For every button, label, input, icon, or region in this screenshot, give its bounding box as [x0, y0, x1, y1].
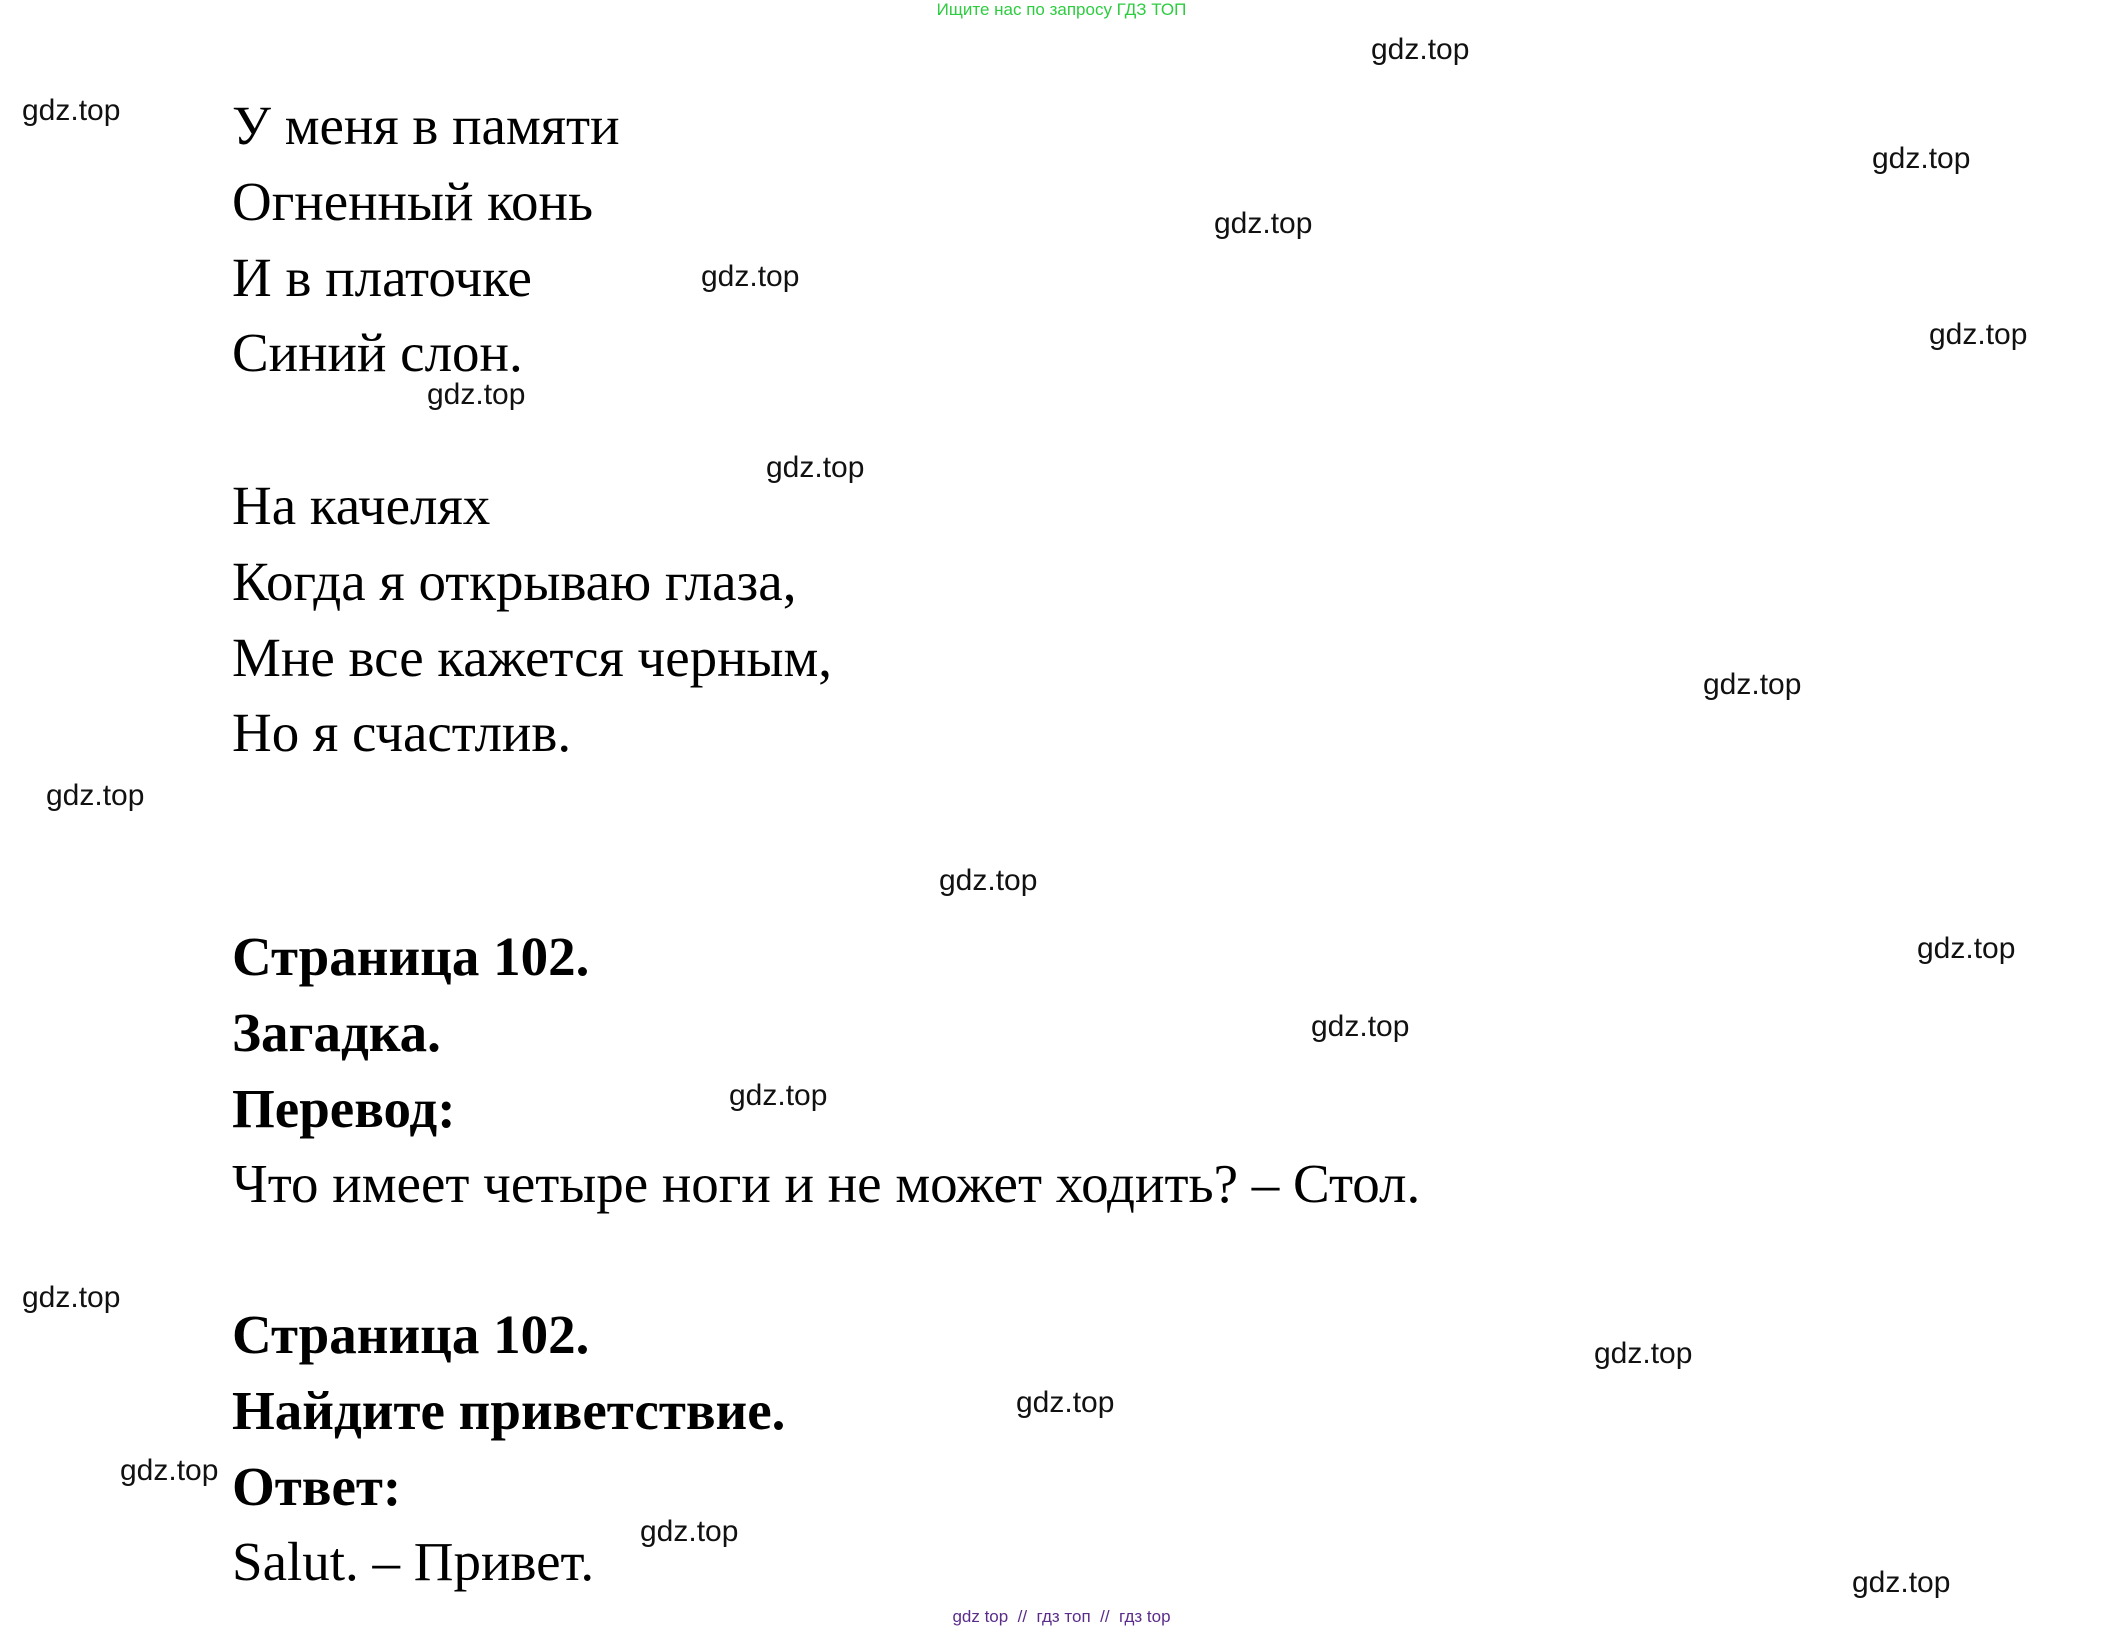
watermark: gdz.top	[1703, 668, 1802, 701]
top-banner: Ищите нас по запросу ГДЗ ТОП	[936, 0, 1187, 19]
poem2-line-2: Когда я открываю глаза,	[232, 551, 797, 612]
section1-label: Перевод:	[232, 1078, 456, 1139]
watermark: gdz.top	[1929, 318, 2028, 351]
watermark: gdz.top	[1214, 207, 1313, 240]
watermark: gdz.top	[939, 864, 1038, 897]
watermark: gdz.top	[46, 779, 145, 812]
poem1-line-1: У меня в памяти	[232, 95, 620, 156]
watermark: gdz.top	[1872, 142, 1971, 175]
poem1-line-3: И в платочке	[232, 247, 532, 308]
section2-text: Salut. – Привет.	[232, 1531, 595, 1592]
footer-watermark: gdz top // гдз топ // гдз top	[952, 1607, 1171, 1626]
watermark: gdz.top	[120, 1454, 219, 1487]
section1-title: Загадка.	[232, 1002, 441, 1063]
watermark: gdz.top	[766, 451, 865, 484]
watermark: gdz.top	[427, 378, 526, 411]
watermark: gdz.top	[701, 260, 800, 293]
watermark: gdz.top	[1016, 1386, 1115, 1419]
watermark: gdz.top	[22, 1281, 121, 1314]
watermark: gdz.top	[1594, 1337, 1693, 1370]
watermark: gdz.top	[1311, 1010, 1410, 1043]
watermark: gdz.top	[729, 1079, 828, 1112]
section1-page-heading: Страница 102.	[232, 926, 590, 987]
poem1-line-2: Огненный конь	[232, 171, 594, 232]
section2-title: Найдите приветствие.	[232, 1380, 786, 1441]
section2-page-heading: Страница 102.	[232, 1304, 590, 1365]
section1-text: Что имеет четыре ноги и не может ходить? – Стол.	[232, 1153, 1421, 1214]
poem2-line-4: Но я счастлив.	[232, 702, 572, 763]
poem2-line-1: На качелях	[232, 475, 491, 536]
watermark: gdz.top	[1371, 33, 1470, 66]
poem1-line-4: Синий слон.	[232, 322, 523, 383]
watermark: gdz.top	[1917, 932, 2016, 965]
watermark: gdz.top	[1852, 1566, 1951, 1599]
watermark: gdz.top	[22, 94, 121, 127]
section2-label: Ответ:	[232, 1456, 402, 1517]
watermark: gdz.top	[640, 1515, 739, 1548]
poem2-line-3: Мне все кажется черным,	[232, 627, 833, 688]
